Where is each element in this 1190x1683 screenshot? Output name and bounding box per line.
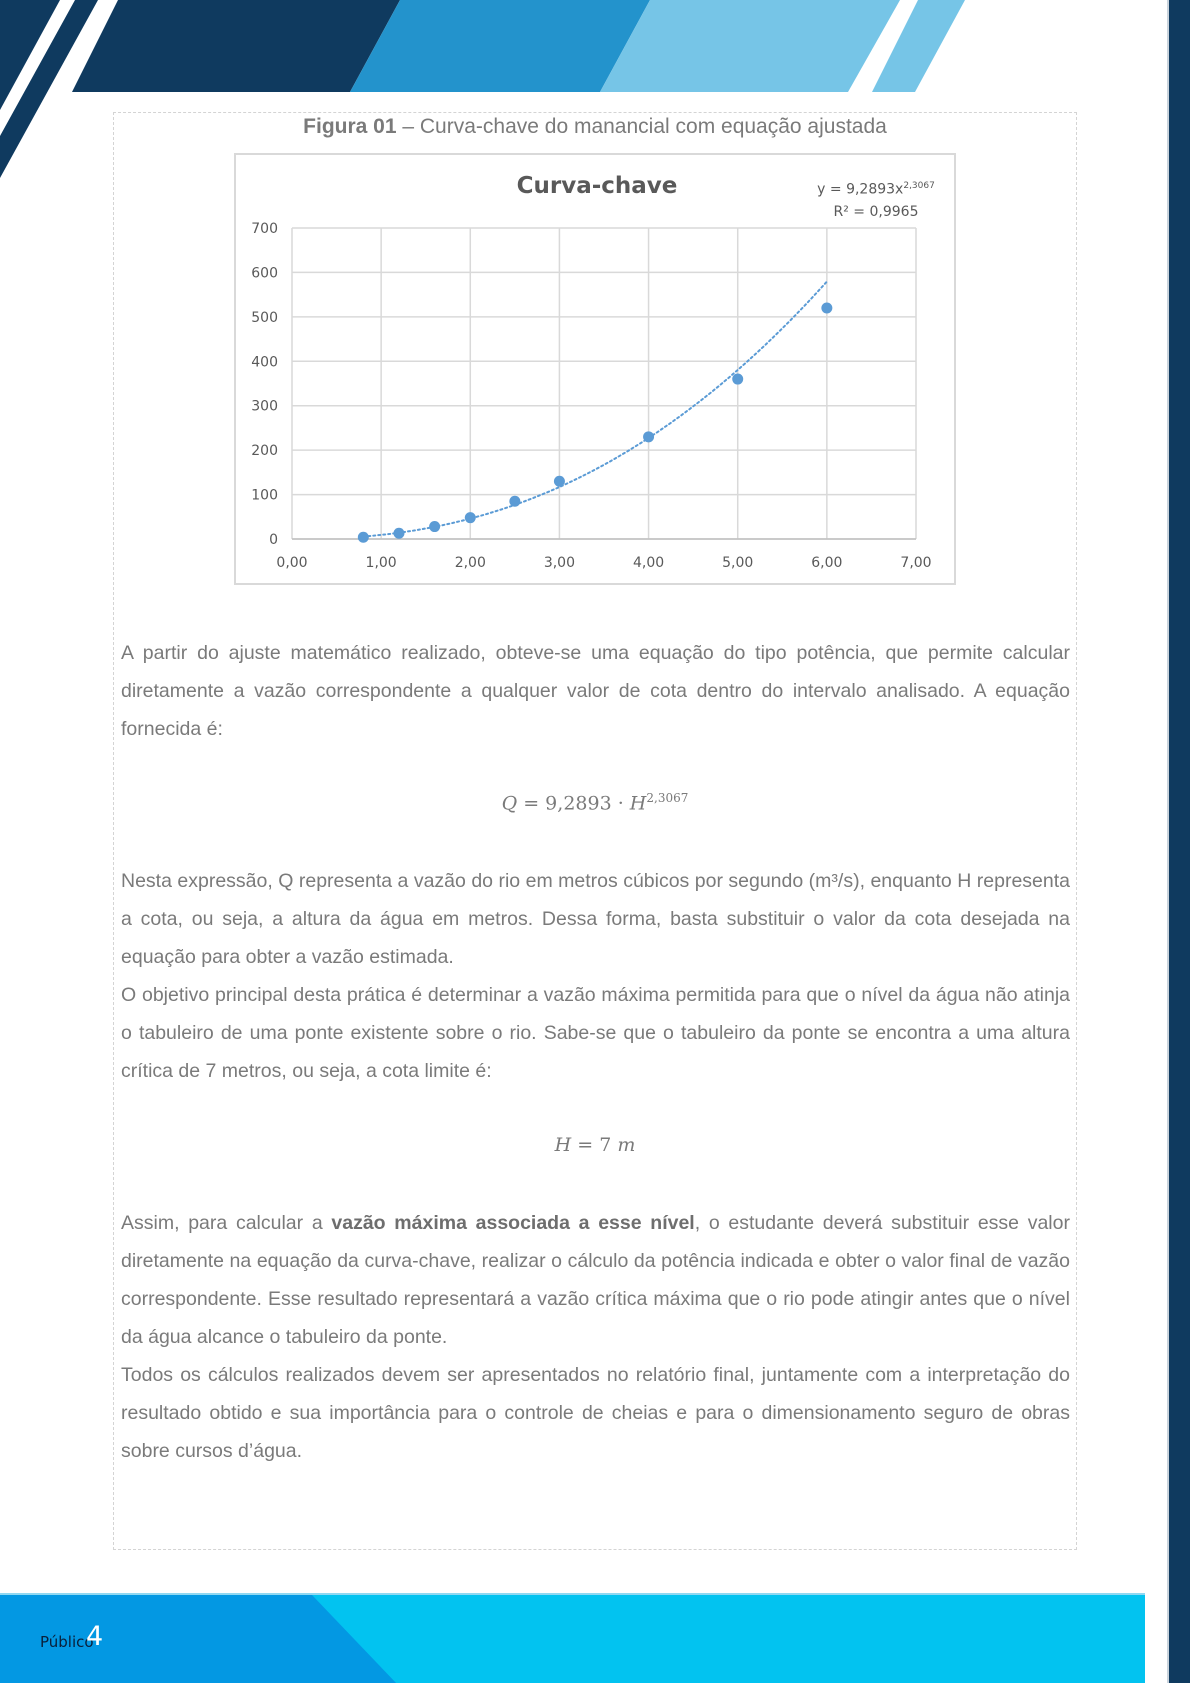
paragraph-4-bold: vazão máxima associada a esse nível bbox=[331, 1212, 695, 1234]
svg-text:0,00: 0,00 bbox=[276, 555, 308, 571]
svg-text:100: 100 bbox=[251, 487, 278, 504]
paragraph-4-start: Assim, para calcular a bbox=[121, 1212, 332, 1234]
footer-decoration bbox=[0, 1595, 1145, 1683]
paragraph-1: A partir do ajuste matemático realizado, obteve-se uma equação do tipo potência, que permite calcular diretamente a vazão correspondente a qualquer valor de cota dentro do intervalo analisado. A equação fornecida é: bbox=[121, 642, 1070, 740]
equation-h: H bbox=[629, 792, 647, 815]
svg-text:5,00: 5,00 bbox=[722, 555, 754, 571]
svg-text:700: 700 bbox=[251, 221, 278, 237]
right-side-bar bbox=[1167, 0, 1190, 1683]
equation-height-limit bbox=[113, 1134, 1077, 1156]
paragraph-2: Nesta expressão, Q representa a vazão do rio em metros cúbicos por segundo (m³/s), enquanto H representa a cota, ou seja, a altura da água em metros. Dessa forma, basta substituir o valor da cota desejada na equação para obter a vazão estimada. bbox=[121, 870, 1070, 968]
equation-unit: m bbox=[617, 1134, 636, 1156]
svg-text:7,00: 7,00 bbox=[900, 555, 932, 571]
svg-text:2,00: 2,00 bbox=[454, 555, 486, 571]
classification-label: Público bbox=[40, 1633, 94, 1651]
page-number: 4 bbox=[86, 1621, 104, 1652]
svg-text:6,00: 6,00 bbox=[811, 555, 843, 571]
equation-value: = 7 bbox=[571, 1134, 618, 1156]
paragraph-3: O objetivo principal desta prática é determinar a vazão máxima permitida para que o nível da água não atinja o tabuleiro de uma ponte existente sobre o rio. Sabe-se que o tabuleiro da ponte se encontra a uma altura crítica de 7 metros, ou seja, a cota limite é: bbox=[121, 984, 1070, 1082]
footer-band bbox=[0, 1593, 1145, 1683]
equation-exponent: 2,3067 bbox=[646, 791, 689, 805]
figure-caption-text: – Curva-chave do manancial com equação ajustada bbox=[396, 115, 887, 138]
svg-text:600: 600 bbox=[251, 265, 278, 282]
equation-exponent: 2,3067 bbox=[903, 181, 935, 191]
trendline-equation bbox=[781, 175, 971, 223]
paragraph-5: Todos os cálculos realizados devem ser apresentados no relatório final, juntamente com a interpretação do resultado obtido e sua importância para o controle de cheias e para o dimensionamento seguro de obras sobre cursos d’água. bbox=[121, 1364, 1070, 1462]
chart-title: Curva-chave bbox=[516, 173, 678, 199]
svg-text:0: 0 bbox=[269, 532, 278, 548]
figure-caption bbox=[113, 115, 1077, 139]
equation-base: y = 9,2893x bbox=[817, 181, 904, 198]
svg-text:400: 400 bbox=[251, 354, 278, 371]
paragraph-4-end: , o estudante deverá substituir esse valor diretamente na equação da curva-chave, realizar o cálculo da potência indicada e obter o valor final de vazão correspondente. Esse resultado representará a vazão crítica máxima que o rio pode atingir antes que o nível da água alcance o tabuleiro da ponte. bbox=[121, 1212, 1070, 1348]
svg-text:4,00: 4,00 bbox=[632, 555, 665, 571]
svg-text:500: 500 bbox=[251, 309, 278, 326]
svg-text:300: 300 bbox=[251, 398, 278, 415]
svg-text:200: 200 bbox=[251, 443, 278, 460]
paragraph-intro bbox=[121, 634, 1070, 748]
paragraph-group-3 bbox=[121, 1204, 1070, 1470]
r-squared: R² = 0,9965 bbox=[833, 203, 919, 220]
chart-curva-chave bbox=[234, 153, 956, 585]
equation-coefficient: = 9,2893 · bbox=[517, 792, 630, 815]
equation-q: Q bbox=[501, 792, 518, 815]
equation-h-var: H bbox=[554, 1134, 572, 1156]
svg-text:1,00: 1,00 bbox=[365, 555, 397, 571]
equation-flow bbox=[113, 791, 1077, 814]
paragraph-group-2 bbox=[121, 862, 1070, 1090]
figure-label: Figura 01 bbox=[303, 115, 397, 138]
paragraph-4 bbox=[121, 1204, 1070, 1356]
svg-text:3,00: 3,00 bbox=[543, 555, 576, 571]
